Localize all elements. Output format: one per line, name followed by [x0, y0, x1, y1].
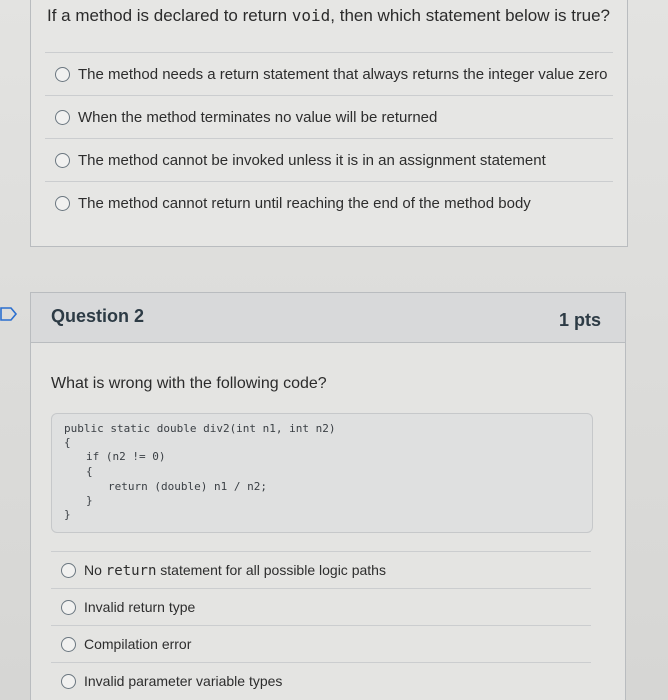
- answer-option[interactable]: [51, 662, 591, 699]
- code-line: if (n2 != 0): [86, 450, 166, 463]
- answer-label: The method cannot return until reaching the end of the method body: [78, 194, 531, 212]
- code-line: public static double div2(int n1, int n2): [64, 422, 336, 435]
- code-line: }: [86, 494, 93, 507]
- answer-label: Invalid parameter variable types: [84, 673, 283, 689]
- question-2-text: What is wrong with the following code?: [51, 375, 327, 392]
- code-line: }: [64, 508, 71, 521]
- answer-label: No return statement for all possible logic paths: [84, 561, 386, 579]
- code-line: {: [86, 465, 93, 478]
- radio-button[interactable]: [61, 563, 76, 578]
- question-1-text: If a method is declared to return void, then which statement below is true?: [47, 6, 610, 25]
- flag-question-icon[interactable]: [0, 307, 18, 321]
- code-line: return (double) n1 / n2;: [108, 480, 267, 493]
- radio-button[interactable]: [61, 600, 76, 615]
- answer-option[interactable]: [45, 52, 613, 95]
- question-2-header: [31, 293, 625, 343]
- radio-button[interactable]: [61, 674, 76, 689]
- question-1-card: [30, 0, 628, 247]
- answer-label: Invalid return type: [84, 599, 196, 615]
- question-2-card: [30, 292, 626, 700]
- answer-label: Compilation error: [84, 636, 192, 652]
- answer-option[interactable]: [51, 625, 591, 662]
- code-line: {: [64, 436, 71, 449]
- answer-option[interactable]: [45, 138, 613, 181]
- answer-label: The method cannot be invoked unless it is in an assignment statement: [78, 151, 546, 169]
- question-points: 1 pts: [558, 310, 601, 330]
- radio-button[interactable]: [55, 196, 70, 211]
- radio-button[interactable]: [55, 153, 70, 168]
- radio-button[interactable]: [55, 67, 70, 82]
- radio-button[interactable]: [61, 637, 76, 652]
- answer-option[interactable]: [45, 181, 613, 224]
- radio-button[interactable]: [55, 110, 70, 125]
- answer-option[interactable]: [51, 551, 591, 588]
- question-1-answers: [45, 52, 613, 224]
- question-title: Question 2: [51, 306, 145, 326]
- code-block: [51, 413, 593, 533]
- question-2-answers: [51, 551, 591, 699]
- answer-option[interactable]: [45, 95, 613, 138]
- answer-label: When the method terminates no value will be returned: [78, 108, 438, 126]
- answer-label: The method needs a return statement that always returns the integer value zero: [78, 65, 608, 83]
- answer-option[interactable]: [51, 588, 591, 625]
